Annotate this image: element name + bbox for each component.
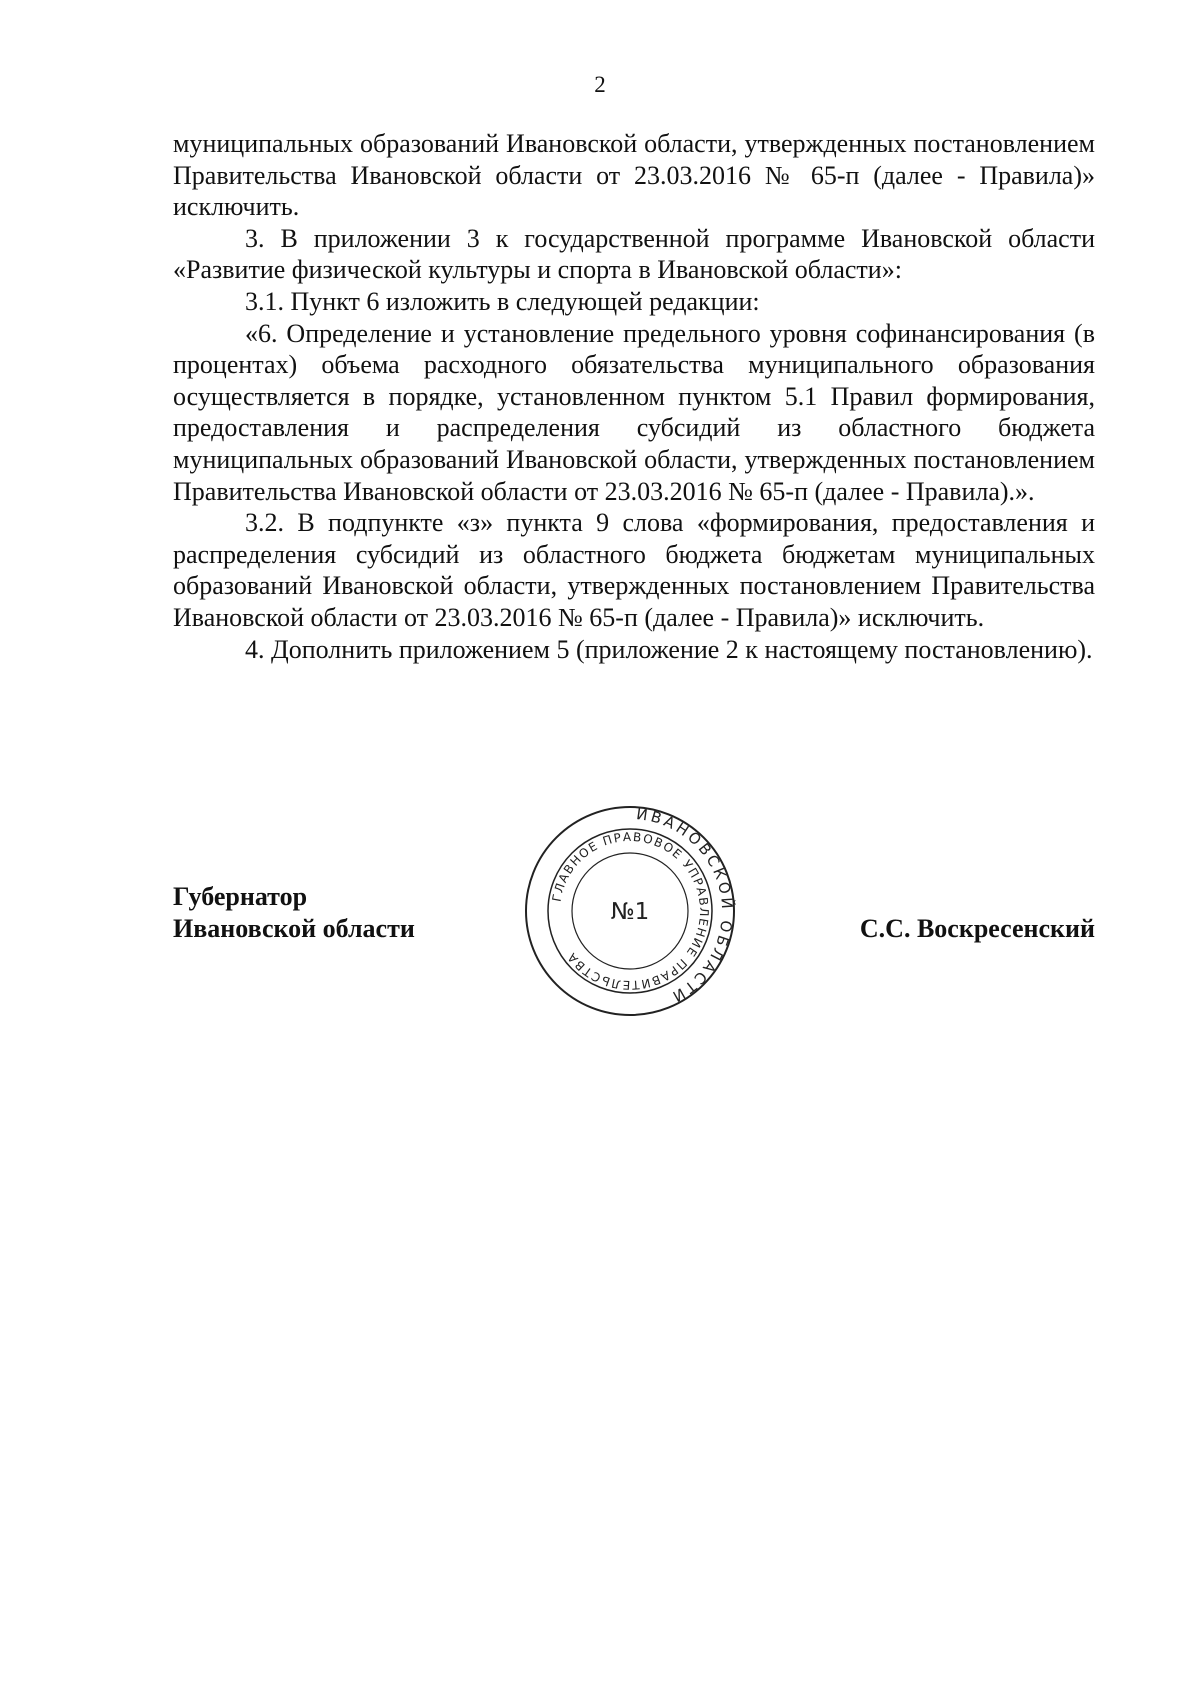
signatory-position-line2: Ивановской области: [173, 914, 415, 943]
page-number: 2: [594, 72, 606, 97]
paragraph-item-3-1-text: «6. Определение и установление предельного уровня софинансирования (в процентах) объема расходного обязательства муниципального образования осуществляется в порядке, установленном пунктом 5.1 Правил формирования, предоставления и распределения субсидий из областного бюджета муниципальных образований Ивановской области, утвержденных постановлением Правительства Ивановской области от 23.03.2016 № 65-п (далее - Правила).».: [173, 318, 1095, 506]
signatory-position: [173, 881, 415, 945]
paragraph-item-4: 4. Дополнить приложением 5 (приложение 2 к настоящему постановлению).: [245, 634, 1093, 664]
document-body: [173, 128, 1095, 665]
stamp-outer-text: ИВАНОВСКОЙ ОБЛАСТИ: [635, 805, 736, 1007]
stamp-center-number: №1: [610, 899, 650, 925]
official-stamp: [524, 805, 736, 1017]
signatory-name: С.С. Воскресенский: [859, 914, 1095, 943]
paragraph-item-3-1: 3.1. Пункт 6 изложить в следующей редакции:: [245, 286, 760, 316]
paragraph-item-3-2: 3.2. В подпункте «з» пункта 9 слова «формирования, предоставления и распределения субсидий из областного бюджета бюджетам муниципальных образований Ивановской области, утвержденных постановлением Правительства Ивановской области от 23.03.2016 № 65-п (далее - Правила)» исключить.: [173, 508, 1095, 632]
paragraph-continuation: муниципальных образований Ивановской области, утвержденных постановлением Правительства Ивановской области от 23.03.2016 № 65-п (далее - Правила)» исключить.: [173, 129, 1095, 222]
stamp-inner-text: ГЛАВНОЕ ПРАВОВОЕ УПРАВЛЕНИЕ ПРАВИТЕЛЬСТВА: [549, 829, 712, 993]
paragraph-item-3: 3. В приложении 3 к государственной программе Ивановской области «Развитие физической культуры и спорта в Ивановской области»:: [173, 223, 1095, 285]
signatory-position-line1: Губернатор: [173, 882, 308, 911]
